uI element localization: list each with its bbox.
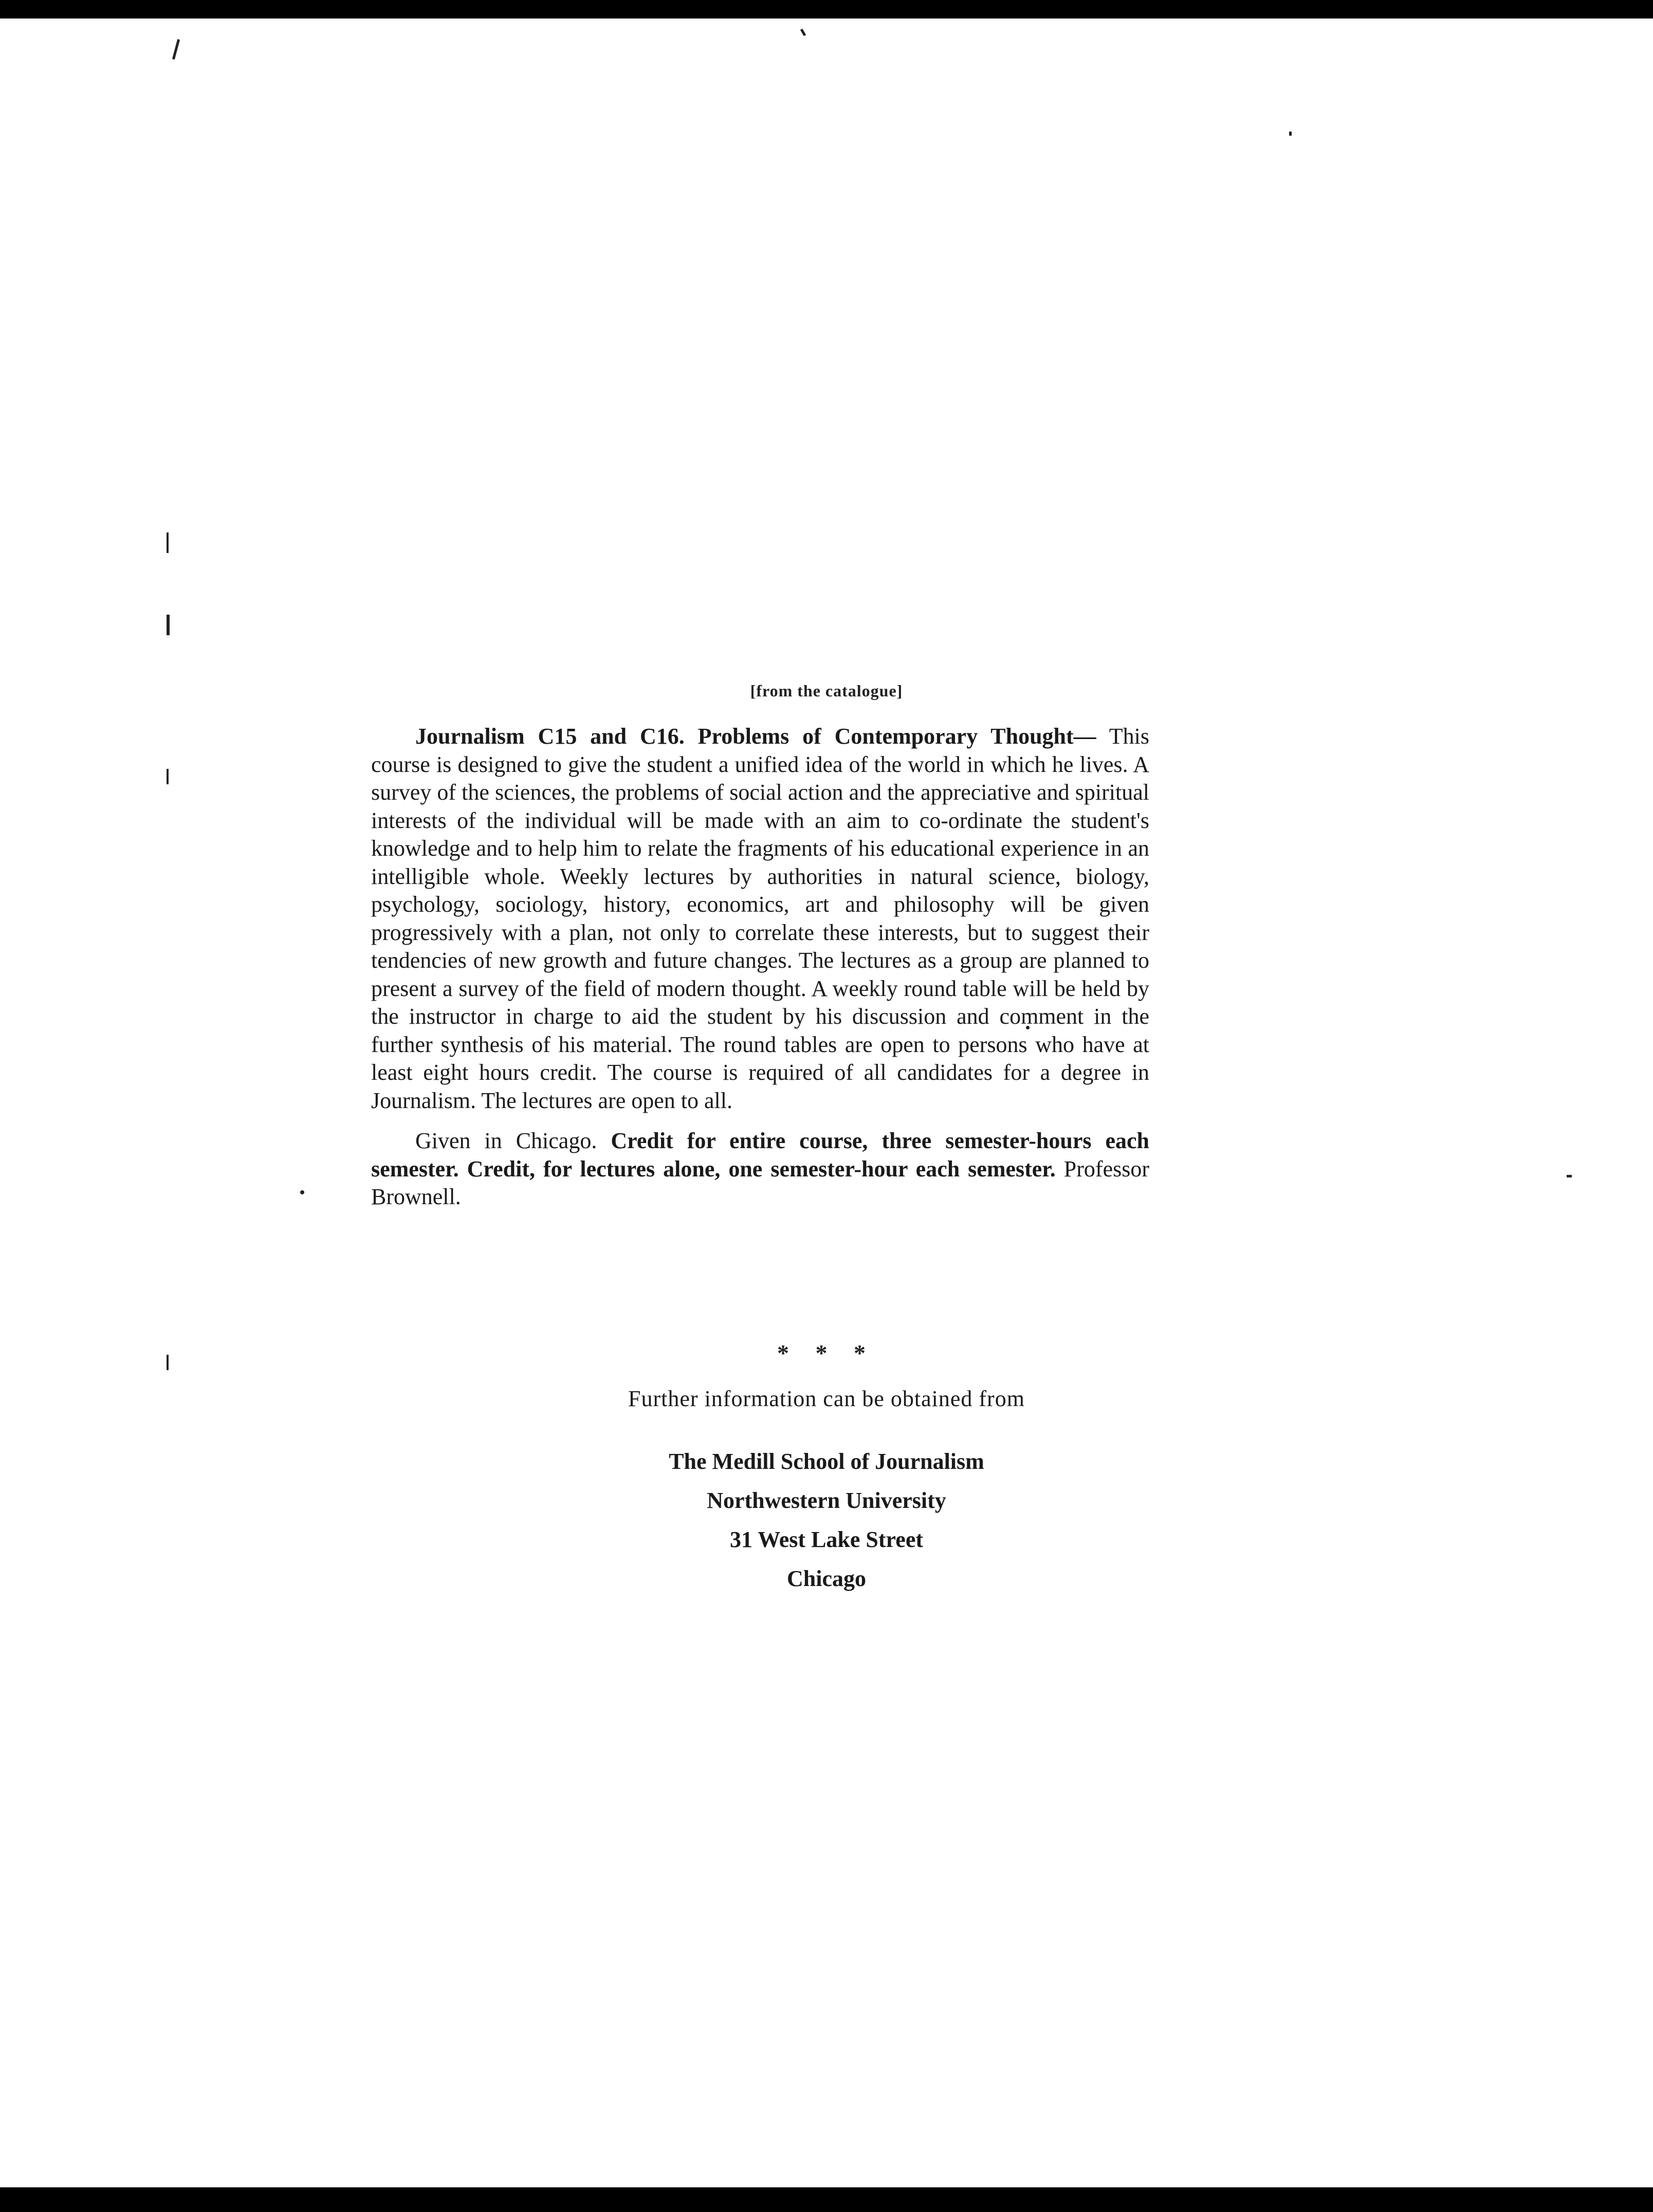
contact-address xyxy=(0,1442,1653,1598)
course-description: This course is designed to give the student a unified idea of the world in which he lives. A survey of the sciences, the problems of social action and the appreciative and spiritual interests of the individual will be made with an aim to co-ordinate the student's knowledge and to help him to relate the fragments of his educational experience in an intelligible whole. Weekly lectures by authorities in natural science, biology, psychology, sociology, history, economics, art and philosophy will be given progressively with a plan, not only to correlate these interests, but to suggest their tendencies of new growth and future changes. The lectures as a group are planned to present a survey of the field of modern thought. A weekly round table will be held by the instructor in charge to aid the student by his discussion and comment in the further synthesis of his material. The round tables are open to persons who have at least eight hours credit. The course is required of all candidates for a degree in Journalism. The lectures are open to all. xyxy=(371,724,1149,1113)
scan-speck xyxy=(167,769,169,784)
scan-speck xyxy=(300,1190,304,1194)
course-professor: Professor Brownell. xyxy=(371,1156,1149,1209)
address-school: The Medill School of Journalism xyxy=(669,1449,984,1474)
course-paragraph xyxy=(371,723,1149,1115)
scan-speck xyxy=(1567,1175,1572,1177)
course-heading: Journalism C15 and C16. Problems of Contemporary Thought— xyxy=(415,724,1096,749)
address-city: Chicago xyxy=(787,1566,866,1591)
further-info-text: Further information can be obtained from xyxy=(628,1386,1025,1411)
address-university: Northwestern University xyxy=(707,1488,946,1513)
course-location: Given in Chicago. xyxy=(415,1128,597,1153)
catalogue-note: [from the catalogue] xyxy=(750,681,903,700)
scan-speck xyxy=(167,532,169,553)
scan-speck xyxy=(1289,132,1292,136)
scan-speck xyxy=(172,39,180,60)
course-description-block xyxy=(371,723,1149,1211)
section-separator: * * * xyxy=(777,1340,876,1366)
course-credit: Credit for entire course, three semester-hours each semester. Credit, for lectures alone, one semester-hour each semester. xyxy=(371,1128,1150,1182)
address-street: 31 West Lake Street xyxy=(730,1527,923,1552)
document-page xyxy=(0,19,1653,2187)
scan-speck xyxy=(800,29,806,36)
credit-paragraph xyxy=(371,1127,1149,1211)
scan-speck xyxy=(167,615,170,635)
